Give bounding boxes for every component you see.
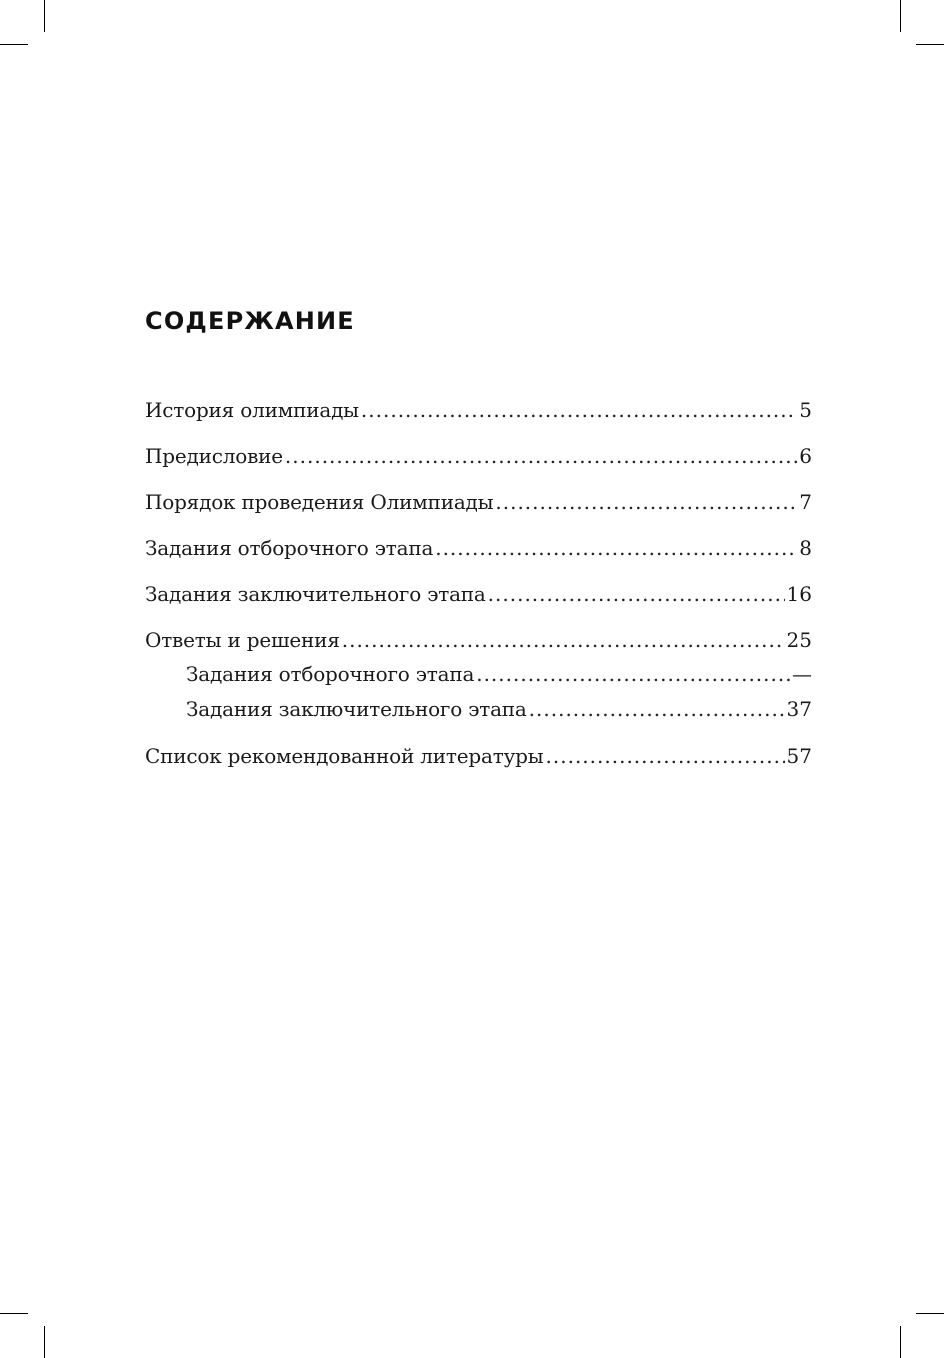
toc-entry-label: Ответы и решения: [145, 628, 340, 652]
toc-entry-history[interactable]: [145, 393, 812, 427]
page-title: СОДЕРЖАНИЕ: [145, 307, 355, 335]
toc-page-number: 37: [786, 697, 812, 721]
toc-page-number: 7: [799, 490, 812, 514]
toc-entry-label: Задания отборочного этапа: [145, 536, 434, 560]
toc-entry-label: Задания заключительного этапа: [145, 582, 486, 606]
crop-mark-bottom-left-h: [0, 1313, 28, 1314]
toc-dot-leader: [342, 623, 785, 657]
toc-dot-leader: [361, 393, 797, 427]
toc-entry-label: Задания заключительного этапа: [186, 697, 527, 721]
toc-entry-literature[interactable]: [145, 739, 812, 773]
toc-dot-leader: [495, 485, 797, 519]
toc-page-number: 8: [799, 536, 812, 560]
toc-dot-leader: [476, 657, 790, 692]
toc-page-number: 6: [799, 444, 812, 468]
toc-dot-leader: [546, 739, 785, 773]
toc-entry-qualifying-tasks[interactable]: [145, 531, 812, 565]
toc-entry-label: История олимпиады: [145, 398, 359, 422]
crop-mark-bottom-right-h: [916, 1313, 944, 1314]
toc-page-number: 16: [786, 582, 812, 606]
crop-mark-top-right-v: [900, 0, 901, 32]
toc-dot-leader: [488, 577, 785, 611]
crop-mark-bottom-right-v: [900, 1326, 901, 1358]
toc-entry-label: Предисловие: [145, 444, 283, 468]
toc-dot-leader: [529, 692, 785, 727]
toc-entry-procedure[interactable]: [145, 485, 812, 519]
toc-entry-final-tasks[interactable]: [145, 577, 812, 611]
toc-dot-leader: [285, 439, 797, 473]
toc-page-number: —: [792, 662, 812, 686]
toc-entry-answers[interactable]: [145, 623, 812, 657]
toc-page-number: 5: [799, 398, 812, 422]
toc-entry-label: Порядок проведения Олимпиады: [145, 490, 494, 514]
table-of-contents: [145, 393, 812, 773]
crop-mark-top-right-h: [916, 44, 944, 45]
toc-dot-leader: [435, 531, 797, 565]
toc-subentry-qualifying-tasks[interactable]: [145, 657, 812, 692]
toc-entry-preface[interactable]: [145, 439, 812, 473]
toc-page-number: 25: [786, 628, 812, 652]
crop-mark-bottom-left-v: [44, 1326, 45, 1358]
crop-mark-top-left-h: [0, 44, 28, 45]
toc-subentry-final-tasks[interactable]: [145, 692, 812, 727]
toc-entry-label: Список рекомендованной литературы: [145, 744, 544, 768]
toc-entry-label: Задания отборочного этапа: [186, 662, 475, 686]
crop-mark-top-left-v: [44, 0, 45, 32]
toc-page-number: 57: [786, 744, 812, 768]
